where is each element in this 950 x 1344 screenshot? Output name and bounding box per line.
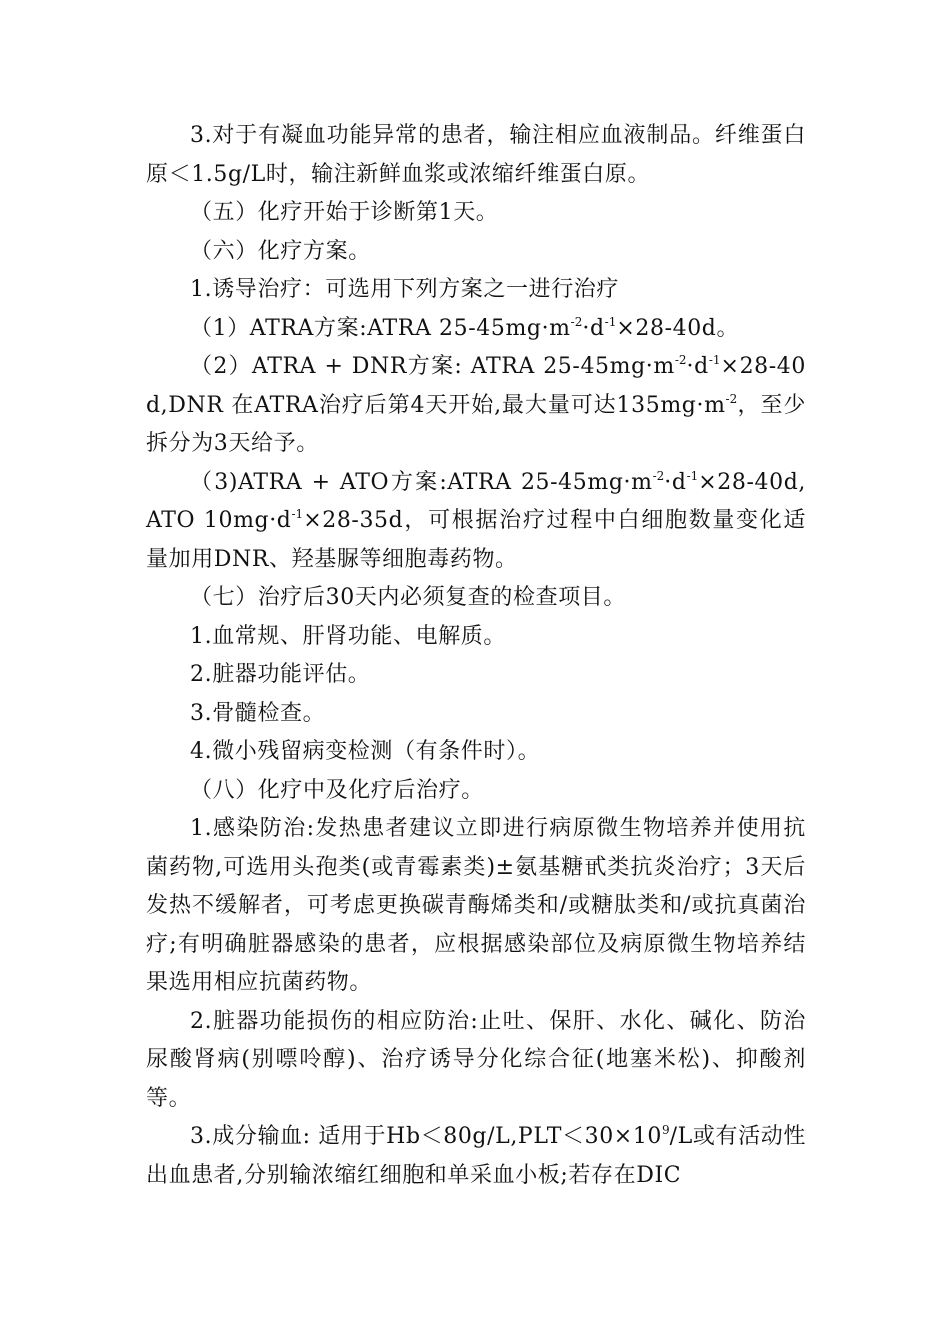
text-run: （1）ATRA方案:ATRA 25-45mg·m	[190, 315, 571, 341]
superscript: -2	[652, 468, 665, 483]
paragraph-check-mrd: 4.微小残留病变检测（有条件时）。	[190, 739, 541, 764]
text-run: （3)ATRA + ATO方案:ATRA 25-45mg·m	[190, 469, 653, 495]
superscript: -2	[674, 353, 687, 367]
superscript: -1	[708, 353, 721, 367]
paragraph-regimen-atra-ato	[146, 464, 806, 580]
text-run: 3.成分输血: 适用于Hb＜80g/L,PLT＜30×10	[190, 1124, 663, 1149]
superscript: -1	[291, 507, 304, 521]
superscript: -1	[604, 314, 617, 329]
paragraph-induction-therapy: 1.诱导治疗：可选用下列方案之一进行治疗	[190, 277, 619, 302]
paragraph-regimen-atra-dnr	[146, 348, 806, 464]
text-run: /L或有活动性出血患者,分别输浓缩红细胞和单采血小板;若存在DIC	[146, 1124, 806, 1188]
superscript: -1	[686, 468, 699, 483]
text-run: （2）ATRA + DNR方案: ATRA 25-45mg·m	[190, 354, 675, 379]
section-heading-chemo-regimen: （六）化疗方案。	[190, 238, 371, 264]
paragraph-check-marrow: 3.骨髓检查。	[190, 700, 326, 726]
paragraph-component-transfusion	[146, 1118, 806, 1195]
text-run: ·d	[582, 315, 605, 341]
section-heading-chemo-start: （五）化疗开始于诊断第1天。	[190, 200, 499, 225]
section-heading-followup-tests: （七）治疗后30天内必须复查的检查项目。	[190, 585, 626, 610]
text-run: ·d	[686, 354, 709, 379]
superscript: -2	[725, 391, 738, 406]
text-run: ×28-40d,ATO 10mg·d	[146, 469, 806, 533]
paragraph-organ-protection: 2.脏器功能损伤的相应防治:止吐、保肝、水化、碱化、防治尿酸肾病(别嘌呤醇)、治疗诱导分化综合征(地塞米松)、抑酸剂等。	[146, 1008, 806, 1111]
text-run: ×28-40d。	[616, 315, 740, 341]
text-run: ×28-35d，可根据治疗过程中白细胞数量变化适量加用DNR、羟基脲等细胞毒药物。	[146, 508, 807, 572]
section-heading-supportive-care: （八）化疗中及化疗后治疗。	[190, 777, 484, 803]
document-body	[146, 117, 806, 1195]
paragraph-regimen-atra	[146, 310, 806, 349]
superscript: -2	[570, 314, 583, 329]
text-run: ，至少拆分为3天给予。	[146, 392, 806, 456]
paragraph-check-blood: 1.血常规、肝肾功能、电解质。	[190, 623, 506, 649]
text-run: ×28-40d,DNR 在ATRA治疗后第4天开始,最大量可达135mg·m	[146, 354, 806, 418]
text-run: ·d	[664, 469, 687, 495]
paragraph-infection-prevention: 1.感染防治:发热患者建议立即进行病原微生物培养并使用抗菌药物,可选用头孢类(或青霉素类)±氨基糖甙类抗炎治疗；3天后发热不缓解者，可考虑更换碳青酶烯类和/或糖肽类和/或抗真菌治疗;有明确脏器感染的患者，应根据感染部位及病原微生物培养结果选用相应抗菌药物。	[146, 816, 806, 995]
paragraph-check-organ: 2.脏器功能评估。	[190, 662, 371, 687]
paragraph-fibrinogen-transfusion: 3.对于有凝血功能异常的患者，输注相应血液制品。纤维蛋白原＜1.5g/L时，输注新鲜血浆或浓缩纤维蛋白原。	[146, 123, 806, 187]
superscript: 9	[662, 1123, 670, 1137]
